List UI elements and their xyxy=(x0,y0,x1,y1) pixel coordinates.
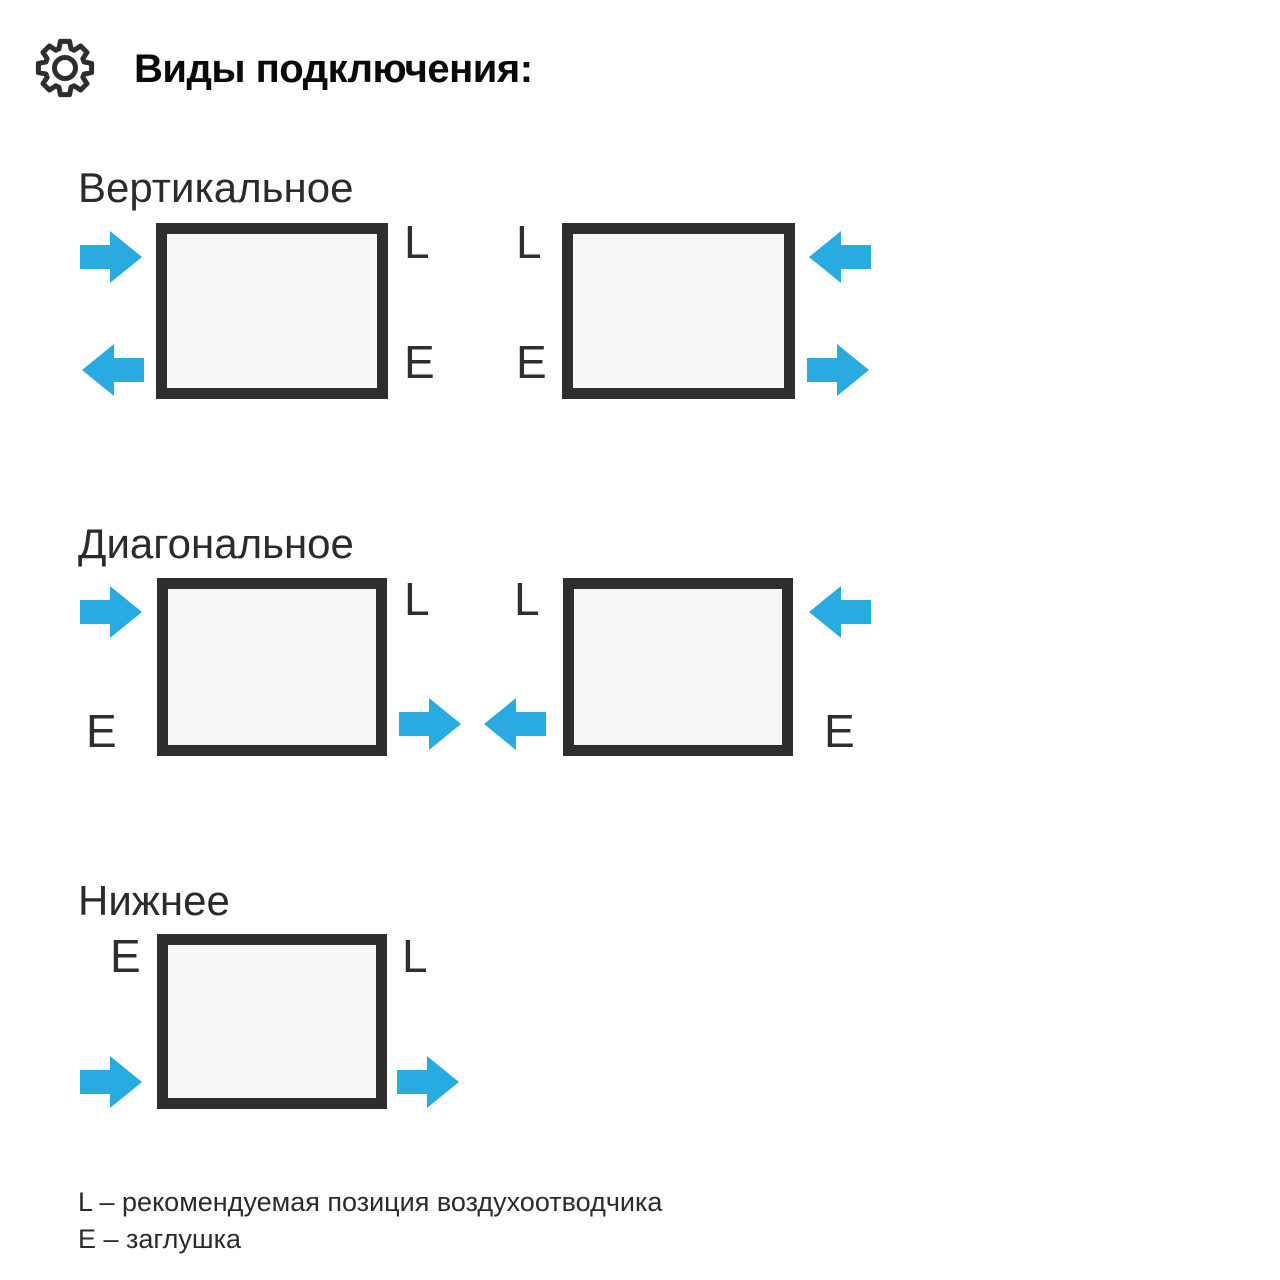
radiator xyxy=(563,578,793,756)
flow-out-arrow-right-icon xyxy=(399,696,463,752)
section-title-diagonal: Диагональное xyxy=(78,520,354,567)
legend xyxy=(78,1184,662,1258)
flow-in-arrow-right-icon xyxy=(80,1054,144,1110)
port-label-vent: L xyxy=(516,216,542,268)
legend-line-plug: E – заглушка xyxy=(78,1224,242,1254)
port-label-vent: L xyxy=(404,216,430,268)
flow-out-arrow-right-icon xyxy=(397,1054,461,1110)
port-label-plug: E xyxy=(404,336,435,388)
radiator xyxy=(562,223,795,399)
flow-in-arrow-left-icon xyxy=(807,584,871,640)
flow-out-arrow-left-icon xyxy=(80,342,144,398)
radiator xyxy=(156,223,388,399)
section-title-vertical: Вертикальное xyxy=(78,164,354,211)
section-title-bottom: Нижнее xyxy=(78,877,230,924)
radiator xyxy=(157,578,387,756)
flow-out-arrow-left-icon xyxy=(482,696,546,752)
legend-line-vent: L – рекомендуемая позиция воздухоотводчика xyxy=(78,1187,663,1217)
page-title: Виды подключения: xyxy=(134,47,533,91)
radiator xyxy=(157,934,387,1109)
port-label-vent: L xyxy=(404,573,430,625)
port-label-plug: E xyxy=(86,705,117,757)
port-label-plug: E xyxy=(516,336,547,388)
port-label-vent: L xyxy=(402,930,428,982)
port-label-plug: E xyxy=(110,930,141,982)
gear-icon xyxy=(33,36,97,100)
flow-in-arrow-right-icon xyxy=(80,229,144,285)
flow-in-arrow-left-icon xyxy=(807,229,871,285)
flow-in-arrow-right-icon xyxy=(80,584,144,640)
port-label-plug: E xyxy=(824,705,855,757)
flow-out-arrow-right-icon xyxy=(807,342,871,398)
port-label-vent: L xyxy=(514,573,540,625)
